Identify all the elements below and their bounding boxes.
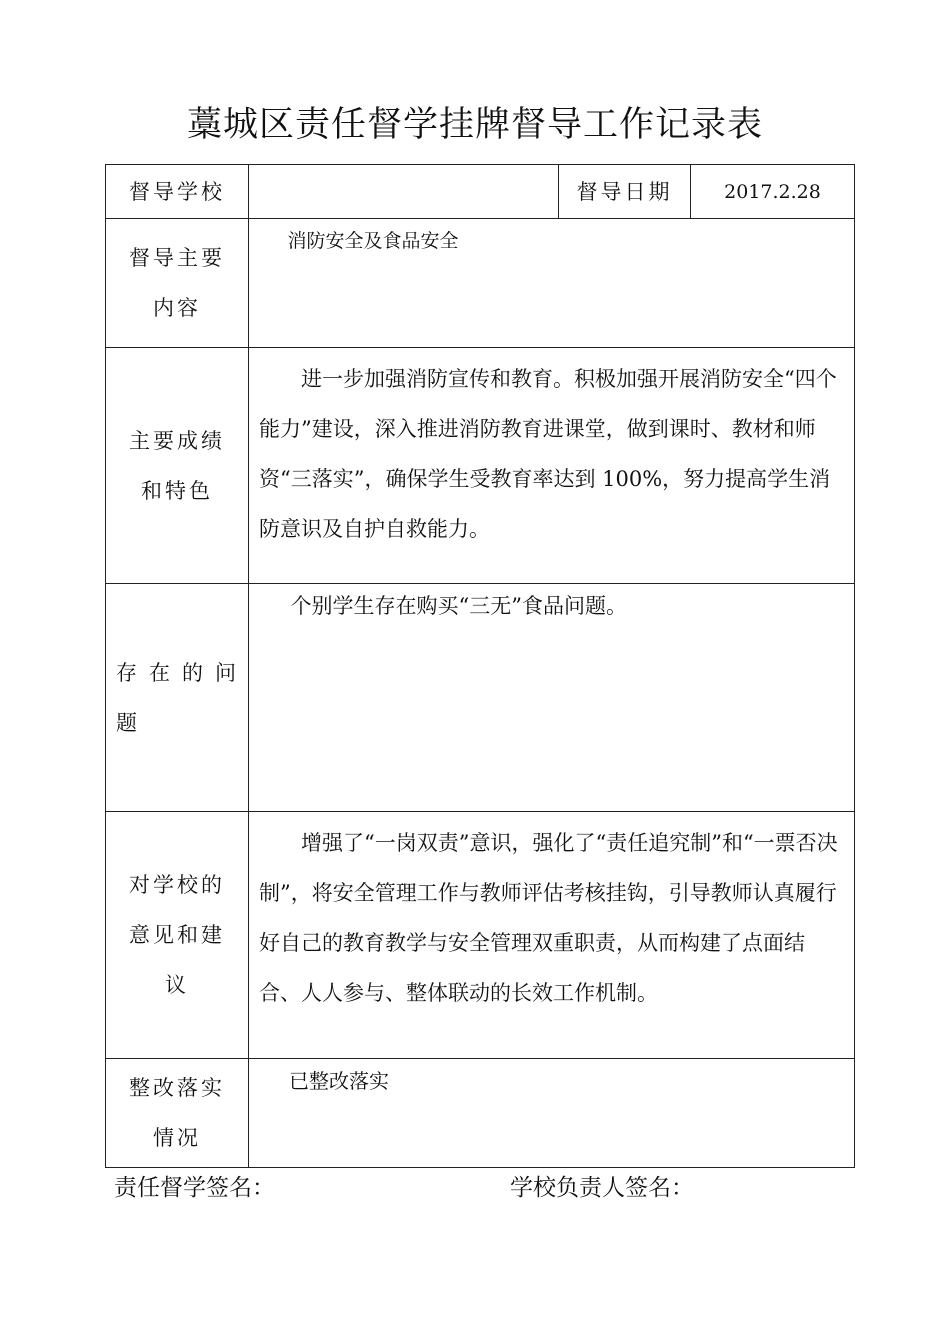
content-field[interactable] <box>249 219 855 348</box>
content-label <box>106 219 249 348</box>
problem-label-line1: 存在的问 <box>116 660 248 685</box>
problem-row <box>106 584 855 812</box>
problem-text: 个别学生存在购买“三无”食品问题。 <box>290 594 627 618</box>
content-label-line2: 内容 <box>153 296 201 320</box>
problem-label-line2: 题 <box>116 710 149 735</box>
page-title: 藁城区责任督学挂牌督导工作记录表 <box>186 105 763 145</box>
school-row <box>106 165 855 219</box>
content-text: 消防安全及食品安全 <box>287 230 459 252</box>
supervisor-signature-label: 责任督学签名： <box>114 1175 275 1201</box>
principal-signature-label: 学校负责人签名： <box>510 1175 694 1201</box>
rectify-label <box>106 1059 249 1168</box>
advice-field[interactable] <box>249 812 855 1059</box>
school-label: 督导学校 <box>106 165 249 219</box>
achievement-label-line1: 主要成绩 <box>129 428 225 453</box>
advice-row <box>106 812 855 1059</box>
achievement-label <box>106 348 249 584</box>
achievement-label-line2: 和特色 <box>141 478 213 503</box>
advice-label <box>106 812 249 1059</box>
rectify-field[interactable] <box>249 1059 855 1168</box>
school-field[interactable] <box>249 165 559 219</box>
achievement-row <box>106 348 855 584</box>
rectify-label-line2: 情况 <box>153 1126 201 1150</box>
rectify-label-line1: 整改落实 <box>129 1076 225 1100</box>
advice-text: 增强了“一岗双责”意识，强化了“责任追究制”和“一票否决制”，将安全管理工作与教师评估考核挂钩，引导教师认真履行好自己的教育教学与安全管理双重职责，从而构建了点面结合、人人参与、整体联动的长效工作机制。 <box>259 831 838 1005</box>
content-row <box>106 219 855 348</box>
rectify-text: 已整改落实 <box>289 1069 389 1093</box>
achievement-field[interactable] <box>249 348 855 584</box>
content-label-line1: 督导主要 <box>129 246 225 270</box>
rectify-row <box>106 1059 855 1168</box>
record-table <box>105 164 855 1168</box>
date-label: 督导日期 <box>559 165 691 219</box>
advice-label-line3: 议 <box>165 973 189 997</box>
problem-field[interactable] <box>249 584 855 812</box>
date-field[interactable]: 2017.2.28 <box>691 165 855 219</box>
achievement-text: 进一步加强消防宣传和教育。积极加强开展消防安全“四个能力”建设，深入推进消防教育进课堂，做到课时、教材和师资“三落实”，确保学生受教育率达到 100%，努力提高学生消防意识及自护自救能力。 <box>259 367 837 541</box>
advice-label-line1: 对学校的 <box>129 873 225 897</box>
problem-label <box>106 584 249 812</box>
advice-label-line2: 意见和建 <box>129 923 225 947</box>
